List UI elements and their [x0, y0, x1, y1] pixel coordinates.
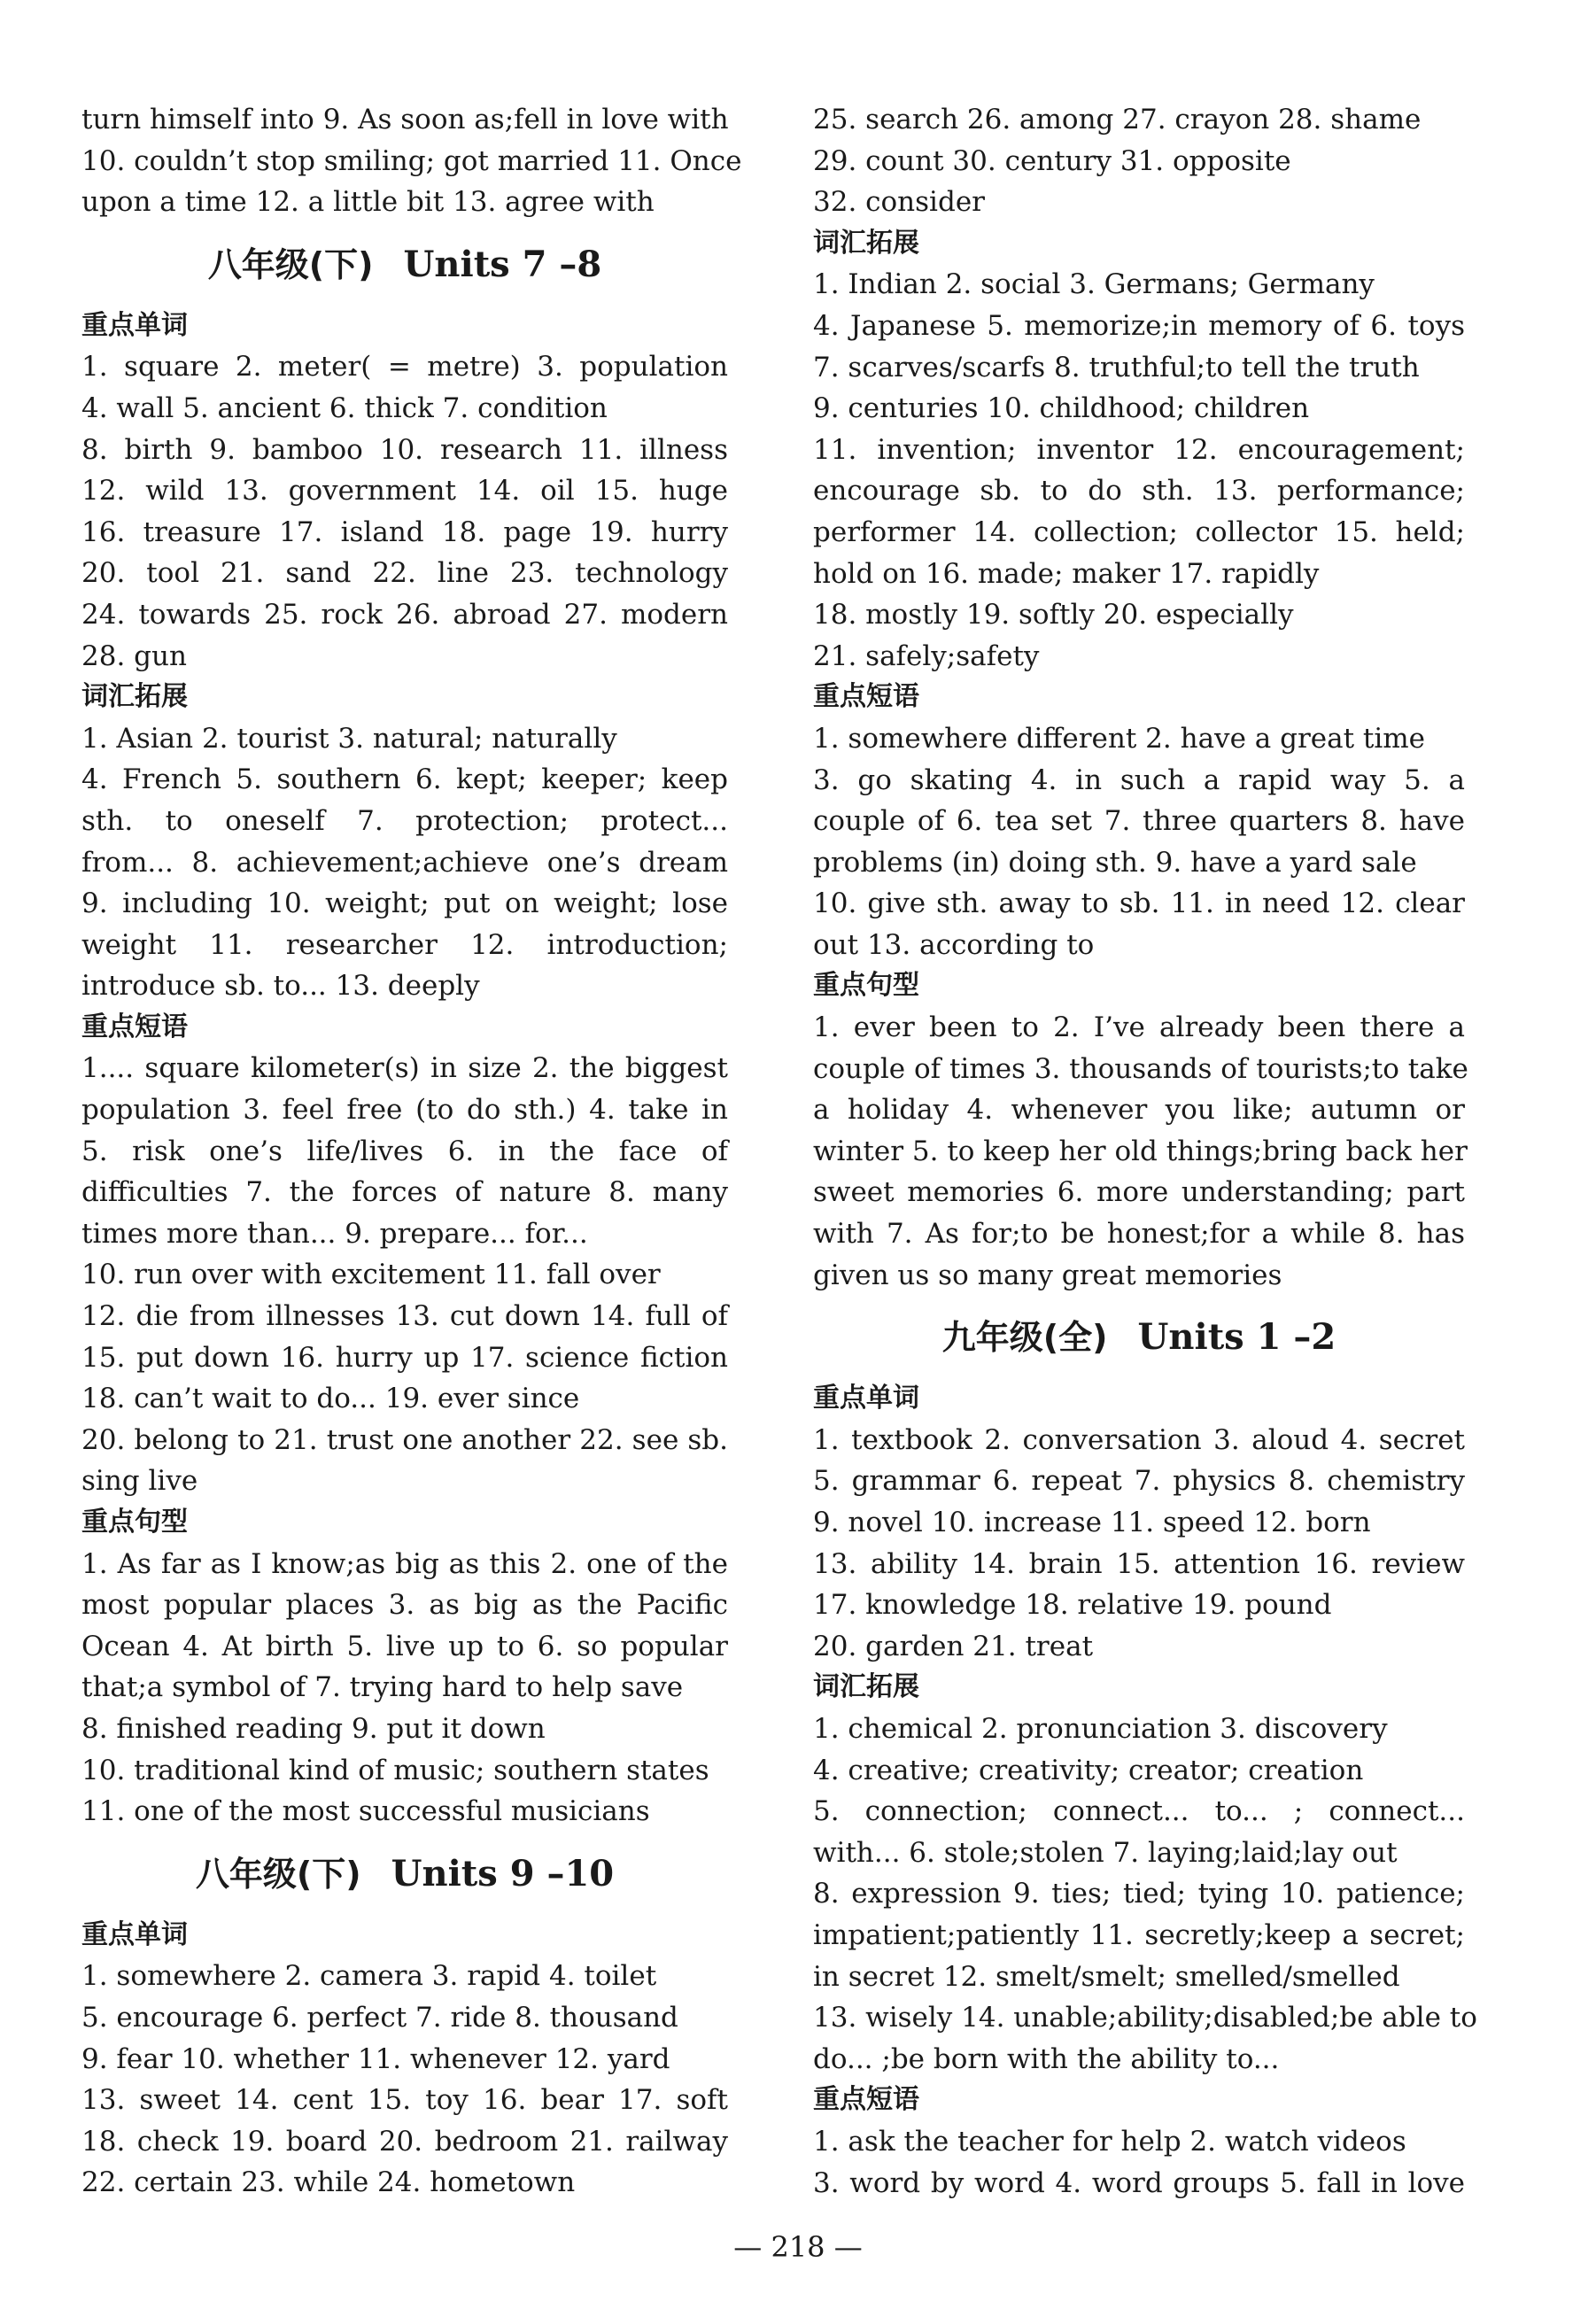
answer-line: a holiday 4. whenever you like; autumn or [813, 1094, 1465, 1127]
answer-line: 8. finished reading 9. put it down [81, 1712, 546, 1745]
right-column [813, 99, 1477, 2204]
answer-line: from... 8. achievement;achieve one’s dream [81, 846, 728, 879]
answer-line: 4. creative; creativity; creator; creation [813, 1754, 1364, 1786]
grade-label: 八年级(下) [207, 244, 374, 284]
answer-line: 1. ever been to 2. I’ve already been there a [813, 1011, 1465, 1044]
answer-line: sth. to oneself 7. protection; protect... [81, 804, 728, 837]
answer-line: difficulties 7. the forces of nature 8. many [81, 1176, 728, 1209]
answer-line: 17. knowledge 18. relative 19. pound [813, 1589, 1332, 1622]
answer-line: 18. can’t wait to do... 19. ever since [81, 1383, 580, 1415]
grade-label: 九年级(全) [941, 1318, 1108, 1358]
answer-line: 21. safely;safety [813, 639, 1040, 672]
answer-line: 32. consider [813, 186, 985, 219]
answer-line: 1. Asian 2. tourist 3. natural; naturally [81, 722, 617, 755]
answer-line: Ocean 4. At birth 5. live up to 6. so popular [81, 1630, 728, 1662]
answer-line: times more than... 9. prepare... for... [81, 1217, 588, 1250]
category-heading: 重点句型 [813, 970, 919, 1002]
answer-line: 18. check 19. board 20. bedroom 21. railway [81, 2125, 728, 2158]
answer-line: 9. novel 10. increase 11. speed 12. born [813, 1507, 1371, 1538]
answer-line: 12. die from illnesses 13. cut down 14. full of [81, 1300, 728, 1333]
answer-line: 1. chemical 2. pronunciation 3. discovery [813, 1712, 1388, 1745]
units-label: Units 1 –2 [1137, 1316, 1336, 1359]
answer-line: 13. ability 14. brain 15. attention 16. review [813, 1547, 1465, 1580]
answer-line: 13. sweet 14. cent 15. toy 16. bear 17. soft [81, 2084, 728, 2117]
answer-line: 4. wall 5. ancient 6. thick 7. condition [81, 391, 608, 424]
answer-line: 28. gun [81, 639, 187, 672]
answer-line: 29. count 30. century 31. opposite [813, 144, 1291, 177]
answer-line: 20. belong to 21. trust one another 22. see sb. [81, 1423, 728, 1456]
answer-line: that;a symbol of 7. trying hard to help save [81, 1671, 684, 1704]
answer-line: 25. search 26. among 27. crayon 28. shame [813, 104, 1422, 136]
answer-line: 1. As far as I know;as big as this 2. one of the [81, 1547, 728, 1580]
category-heading: 重点短语 [813, 681, 919, 713]
answer-line: 1. textbook 2. conversation 3. aloud 4. secret [813, 1423, 1465, 1456]
category-heading: 重点句型 [81, 1507, 188, 1538]
answer-line: winter 5. to keep her old things;bring back her [813, 1135, 1468, 1167]
answer-line: out 13. according to [813, 928, 1095, 961]
answer-line: problems (in) doing sth. 9. have a yard sale [813, 846, 1417, 879]
page-number: — 218 — [733, 2230, 863, 2264]
answer-line: 13. wisely 14. unable;ability;disabled;be able to [813, 2002, 1477, 2034]
answer-line: 20. garden 21. treat [813, 1630, 1094, 1662]
answer-line: 5. encourage 6. perfect 7. ride 8. thousand [81, 2001, 678, 2034]
grade-label: 八年级(下) [195, 1854, 361, 1894]
answer-line: 1. square 2. meter( = metre) 3. population [81, 351, 728, 384]
category-heading: 词汇拓展 [813, 1671, 919, 1703]
category-heading: 重点单词 [81, 1918, 188, 1950]
left-column [81, 99, 742, 2204]
answer-line: 10. run over with excitement 11. fall over [81, 1259, 661, 1291]
answer-line: 16. treasure 17. island 18. page 19. hurry [81, 515, 728, 548]
answer-line: in secret 12. smelt/smelt; smelled/smelled [813, 1960, 1400, 1993]
answer-line: upon a time 12. a little bit 13. agree with [81, 186, 655, 219]
answer-line: 1. Indian 2. social 3. Germans; Germany [813, 268, 1375, 301]
answer-line: 10. couldn’t stop smiling; got married 11. Once [81, 144, 742, 177]
answer-line: 1.... square kilometer(s) in size 2. the biggest [81, 1052, 728, 1085]
answer-line: 9. fear 10. whether 11. whenever 12. yard [81, 2042, 670, 2075]
category-heading: 词汇拓展 [813, 227, 919, 259]
answer-line: 3. word by word 4. word groups 5. fall in love [813, 2166, 1465, 2199]
category-heading: 重点单词 [81, 309, 188, 341]
answer-line: 15. put down 16. hurry up 17. science fiction [81, 1341, 728, 1374]
answer-line: 4. Japanese 5. memorize;in memory of 6. toys [813, 309, 1465, 342]
answer-line: hold on 16. made; maker 17. rapidly [813, 557, 1320, 590]
answer-line: 5. grammar 6. repeat 7. physics 8. chemistry [813, 1465, 1465, 1498]
answer-line: 18. mostly 19. softly 20. especially [813, 599, 1294, 631]
answer-line: 4. French 5. southern 6. kept; keeper; keep [81, 763, 728, 796]
category-heading: 词汇拓展 [81, 681, 188, 713]
answer-line: 20. tool 21. sand 22. line 23. technology [81, 557, 728, 590]
answer-line: sing live [81, 1465, 198, 1498]
answer-line: 1. somewhere 2. camera 3. rapid 4. toilet [81, 1960, 657, 1993]
answer-line: with 7. As for;to be honest;for a while 8. has [813, 1218, 1465, 1251]
answer-line: 22. certain 23. while 24. hometown [81, 2166, 576, 2199]
answer-line: 10. give sth. away to sb. 11. in need 12. clear [813, 887, 1465, 920]
answer-line: 10. traditional kind of music; southern states [81, 1754, 709, 1786]
answer-line: 1. ask the teacher for help 2. watch videos [813, 2125, 1406, 2158]
answer-line: most popular places 3. as big as the Pacific [81, 1589, 728, 1622]
answer-line: 12. wild 13. government 14. oil 15. huge [81, 475, 728, 508]
category-heading: 重点短语 [81, 1011, 188, 1042]
answer-line: couple of 6. tea set 7. three quarters 8. have [813, 805, 1465, 838]
answer-line: 11. one of the most successful musicians [81, 1795, 650, 1828]
answer-line: population 3. feel free (to do sth.) 4. take in [81, 1094, 728, 1127]
answer-line: 11. invention; inventor 12. encouragement; [813, 433, 1465, 466]
answer-line: 8. expression 9. ties; tied; tying 10. patience; [813, 1878, 1465, 1910]
answer-line: turn himself into 9. As soon as;fell in love with [81, 104, 729, 136]
answer-line: 5. connection; connect... to... ; connect... [813, 1795, 1465, 1828]
units-label: Units 7 –8 [403, 243, 602, 285]
section-title-units-7-8 [81, 223, 728, 306]
answer-line: weight 11. researcher 12. introduction; [81, 928, 728, 961]
answer-line: do... ;be born with the ability to... [813, 2042, 1280, 2075]
answer-line: introduce sb. to... 13. deeply [81, 970, 480, 1003]
answer-line: with... 6. stole;stolen 7. laying;laid;lay out [813, 1836, 1398, 1869]
section-title-units-9-10 [81, 1832, 728, 1915]
answer-line: 7. scarves/scarfs 8. truthful;to tell the truth [813, 351, 1420, 384]
answer-line: couple of times 3. thousands of tourists;to take [813, 1052, 1468, 1085]
answer-line: 3. go skating 4. in such a rapid way 5. a [813, 763, 1465, 796]
answer-line: encourage sb. to do sth. 13. performance; [813, 475, 1465, 508]
section-title-units-1-2 [813, 1296, 1465, 1378]
answer-line: impatient;patiently 11. secretly;keep a secret; [813, 1918, 1465, 1951]
units-label: Units 9 –10 [391, 1852, 615, 1894]
answer-line: 24. towards 25. rock 26. abroad 27. modern [81, 598, 728, 631]
answer-line: given us so many great memories [813, 1259, 1282, 1291]
answer-line: 9. including 10. weight; put on weight; lose [81, 887, 728, 920]
answer-line: sweet memories 6. more understanding; part [813, 1176, 1465, 1209]
answer-line: performer 14. collection; collector 15. held; [813, 515, 1465, 548]
answer-line: 5. risk one’s life/lives 6. in the face of [81, 1135, 728, 1167]
answer-line: 1. somewhere different 2. have a great time [813, 722, 1426, 755]
answer-line: 9. centuries 10. childhood; children [813, 392, 1310, 425]
answer-line: 8. birth 9. bamboo 10. research 11. illness [81, 433, 728, 466]
category-heading: 重点短语 [813, 2084, 919, 2116]
category-heading: 重点单词 [813, 1383, 919, 1414]
